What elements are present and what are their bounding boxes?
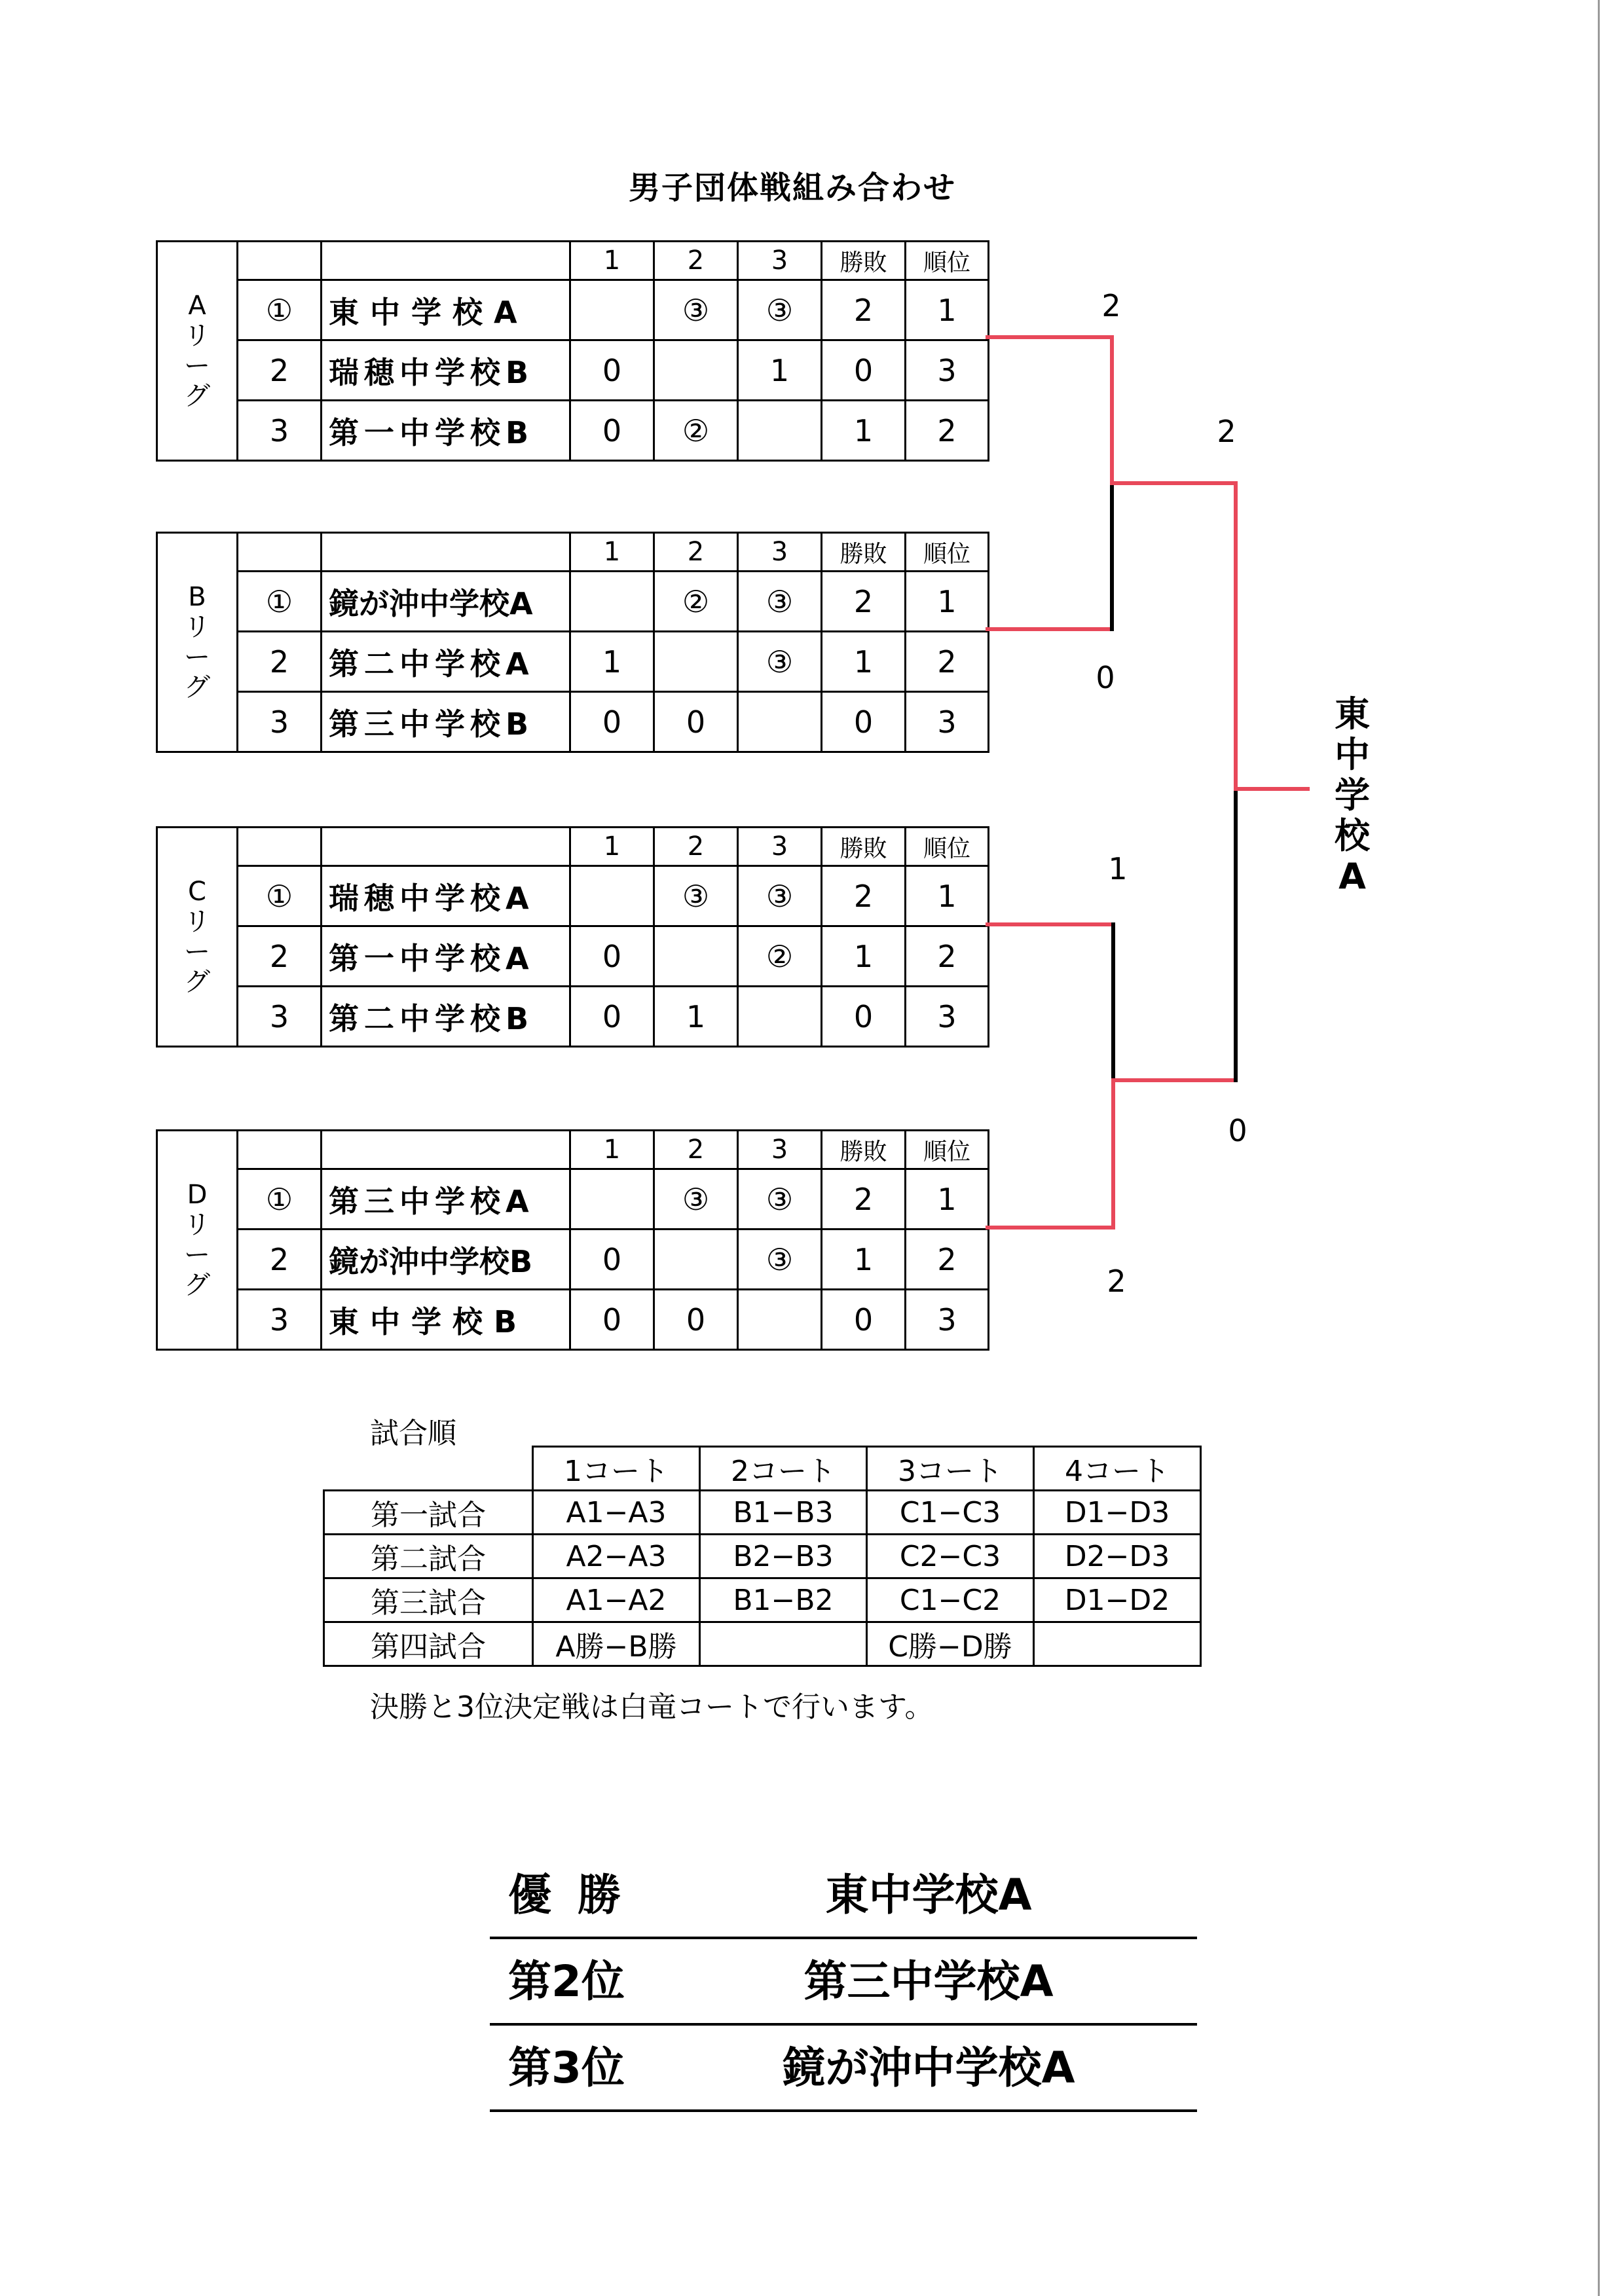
- win-loss: 2: [822, 572, 906, 632]
- self-match-cell: [570, 280, 654, 340]
- column-header: 3: [738, 1131, 822, 1169]
- match-cell: D1−D3: [1034, 1491, 1201, 1535]
- win-loss: 1: [822, 1230, 906, 1290]
- column-header: 順位: [906, 242, 989, 280]
- seed-number: ①: [238, 866, 322, 926]
- column-header: 順位: [906, 533, 989, 572]
- header-blank: [322, 533, 570, 572]
- school-name: 鏡が沖中学校A: [322, 572, 570, 632]
- league-row: [157, 692, 989, 752]
- league-header-row: [157, 1131, 989, 1169]
- league-name-char: ー: [184, 642, 210, 672]
- seed-number: 2: [238, 632, 322, 692]
- league-row: [157, 1230, 989, 1290]
- school-name: 第一中学校A: [322, 926, 570, 987]
- league-row: [157, 280, 989, 340]
- match-result: 0: [570, 692, 654, 752]
- match-round: 第二試合: [324, 1535, 533, 1578]
- match-result: ③: [738, 866, 822, 926]
- league-name-char: グ: [184, 967, 210, 997]
- match-result: 1: [570, 632, 654, 692]
- column-header: 2: [654, 828, 738, 866]
- match-result: ②: [738, 926, 822, 987]
- match-result: ③: [738, 280, 822, 340]
- match-cell: A勝−B勝: [533, 1622, 700, 1666]
- column-header: 3: [738, 828, 822, 866]
- rank: 1: [906, 280, 989, 340]
- page-title: 男子団体戦組み合わせ: [628, 170, 956, 206]
- league-name-char: C: [188, 877, 206, 907]
- league-name-char: グ: [184, 1270, 210, 1300]
- league-name: [157, 533, 238, 752]
- bracket-score-a: 2: [1101, 288, 1121, 323]
- match-result: 0: [654, 692, 738, 752]
- match-result: ②: [654, 572, 738, 632]
- league-header-row: [157, 242, 989, 280]
- self-match-cell: [654, 926, 738, 987]
- column-header: 順位: [906, 1131, 989, 1169]
- rank: 3: [906, 1290, 989, 1350]
- rank: 2: [906, 926, 989, 987]
- seed-number: ①: [238, 280, 322, 340]
- schedule-row: [324, 1491, 1201, 1535]
- schedule-label: 試合順: [370, 1417, 456, 1450]
- bracket-score-final-bottom: 0: [1228, 1113, 1247, 1148]
- league-name-char: B: [188, 582, 206, 612]
- column-header: 3: [738, 533, 822, 572]
- column-header: 2: [654, 242, 738, 280]
- school-name: 第三中学校A: [322, 1169, 570, 1230]
- champion-char: 校: [1335, 815, 1370, 857]
- result-place: 第2位: [508, 1956, 625, 2007]
- league-name-char: A: [188, 291, 206, 321]
- school-name: 第三中学校B: [322, 692, 570, 752]
- column-header: 1: [570, 533, 654, 572]
- match-round: 第四試合: [324, 1622, 533, 1666]
- league-name-char: リ: [184, 1210, 210, 1240]
- self-match-cell: [570, 866, 654, 926]
- court-header: 2コート: [700, 1447, 867, 1491]
- seed-number: 2: [238, 926, 322, 987]
- match-cell: D1−D2: [1034, 1578, 1201, 1622]
- league-name-char: リ: [184, 321, 210, 351]
- league-b-table: [156, 532, 987, 753]
- column-header: 2: [654, 1131, 738, 1169]
- league-row: [157, 1169, 989, 1230]
- schedule-row: [324, 1535, 1201, 1578]
- schedule-table: [323, 1446, 1202, 1667]
- champion-char: A: [1338, 856, 1366, 898]
- school-name: 東中学校A: [322, 280, 570, 340]
- match-cell: B1−B2: [700, 1578, 867, 1622]
- champion-char: 学: [1335, 774, 1370, 816]
- league-row: [157, 926, 989, 987]
- league-name: [157, 242, 238, 461]
- league-row: [157, 632, 989, 692]
- school-name: 瑞穂中学校A: [322, 866, 570, 926]
- match-cell: C1−C3: [867, 1491, 1034, 1535]
- league-header-row: [157, 828, 989, 866]
- win-loss: 1: [822, 632, 906, 692]
- rank: 1: [906, 1169, 989, 1230]
- column-header: 2: [654, 533, 738, 572]
- champion-vertical-label: [1329, 694, 1375, 897]
- match-cell: D2−D3: [1034, 1535, 1201, 1578]
- match-cell: C勝−D勝: [867, 1622, 1034, 1666]
- win-loss: 0: [822, 1290, 906, 1350]
- seed-number: 2: [238, 1230, 322, 1290]
- match-result: 1: [654, 987, 738, 1047]
- champion-char: 東: [1335, 693, 1370, 735]
- header-blank: [238, 828, 322, 866]
- school-name: 第二中学校A: [322, 632, 570, 692]
- league-c-table: [156, 826, 987, 1048]
- match-result: 0: [570, 401, 654, 461]
- league-row: [157, 866, 989, 926]
- match-round: 第三試合: [324, 1578, 533, 1622]
- header-blank: [238, 242, 322, 280]
- column-header: 順位: [906, 828, 989, 866]
- court-header: 4コート: [1034, 1447, 1201, 1491]
- champion-char: 中: [1335, 734, 1370, 776]
- court-header: 1コート: [533, 1447, 700, 1491]
- result-row-2nd: [490, 1939, 1197, 2026]
- win-loss: 1: [822, 401, 906, 461]
- league-name-char: ー: [184, 1240, 210, 1270]
- match-result: ③: [738, 632, 822, 692]
- column-header: 1: [570, 242, 654, 280]
- header-blank: [322, 1131, 570, 1169]
- self-match-cell: [738, 401, 822, 461]
- league-header-row: [157, 533, 989, 572]
- bracket-score-d: 2: [1107, 1264, 1126, 1299]
- rank: 1: [906, 572, 989, 632]
- column-header: 1: [570, 828, 654, 866]
- seed-number: ①: [238, 1169, 322, 1230]
- league-name-char: ー: [184, 351, 210, 381]
- header-blank: [322, 242, 570, 280]
- win-loss: 0: [822, 987, 906, 1047]
- school-name: 鏡が沖中学校B: [322, 1230, 570, 1290]
- column-header: 勝敗: [822, 242, 906, 280]
- venue-note: 決勝と3位決定戦は白竜コートで行います。: [370, 1690, 934, 1724]
- school-name: 東中学校B: [322, 1290, 570, 1350]
- match-cell: A2−A3: [533, 1535, 700, 1578]
- league-name: [157, 828, 238, 1047]
- column-header: 1: [570, 1131, 654, 1169]
- school-name: 第二中学校B: [322, 987, 570, 1047]
- win-loss: 2: [822, 1169, 906, 1230]
- seed-number: 3: [238, 987, 322, 1047]
- column-header: 3: [738, 242, 822, 280]
- self-match-cell: [738, 987, 822, 1047]
- self-match-cell: [738, 692, 822, 752]
- result-team: 鏡が沖中学校A: [782, 2043, 1075, 2093]
- rank: 3: [906, 340, 989, 401]
- rank: 3: [906, 692, 989, 752]
- win-loss: 1: [822, 926, 906, 987]
- win-loss: 0: [822, 692, 906, 752]
- match-result: 0: [570, 1230, 654, 1290]
- rank: 3: [906, 987, 989, 1047]
- match-result: ③: [654, 1169, 738, 1230]
- result-team: 第三中学校A: [803, 1956, 1054, 2007]
- column-header: 勝敗: [822, 1131, 906, 1169]
- match-cell: A1−A3: [533, 1491, 700, 1535]
- header-blank: [238, 1131, 322, 1169]
- schedule-header-row: [324, 1447, 1201, 1491]
- result-place: 第3位: [508, 2043, 625, 2093]
- league-name-char: リ: [184, 612, 210, 642]
- bracket-score-final-top: 2: [1217, 414, 1236, 449]
- self-match-cell: [570, 1169, 654, 1230]
- league-row: [157, 572, 989, 632]
- result-row-1st: [490, 1853, 1197, 1939]
- match-cell: [1034, 1622, 1201, 1666]
- final-results: [490, 1853, 1197, 2112]
- league-name-char: D: [187, 1180, 208, 1210]
- header-blank: [238, 533, 322, 572]
- bracket-score-c: 1: [1108, 851, 1128, 886]
- league-row: [157, 1290, 989, 1350]
- match-round: 第一試合: [324, 1491, 533, 1535]
- win-loss: 0: [822, 340, 906, 401]
- league-name-char: グ: [184, 381, 210, 411]
- column-header: 勝敗: [822, 533, 906, 572]
- match-cell: [700, 1622, 867, 1666]
- result-place: 優勝: [508, 1870, 647, 1920]
- match-result: 1: [738, 340, 822, 401]
- seed-number: 3: [238, 1290, 322, 1350]
- rank: 2: [906, 401, 989, 461]
- seed-number: 3: [238, 692, 322, 752]
- result-team: 東中学校A: [825, 1870, 1032, 1920]
- league-row: [157, 987, 989, 1047]
- schedule-corner: [324, 1447, 533, 1491]
- self-match-cell: [654, 340, 738, 401]
- match-result: ②: [654, 401, 738, 461]
- match-result: ③: [654, 866, 738, 926]
- match-cell: B2−B3: [700, 1535, 867, 1578]
- seed-number: ①: [238, 572, 322, 632]
- match-result: 0: [570, 926, 654, 987]
- league-name-char: ー: [184, 937, 210, 967]
- rank: 1: [906, 866, 989, 926]
- league-row: [157, 340, 989, 401]
- match-cell: B1−B3: [700, 1491, 867, 1535]
- rank: 2: [906, 1230, 989, 1290]
- header-blank: [322, 828, 570, 866]
- schedule-row: [324, 1622, 1201, 1666]
- school-name: 瑞穂中学校B: [322, 340, 570, 401]
- match-result: 0: [570, 987, 654, 1047]
- result-row-3rd: [490, 2026, 1197, 2112]
- league-name: [157, 1131, 238, 1350]
- league-name-char: グ: [184, 672, 210, 702]
- seed-number: 3: [238, 401, 322, 461]
- rank: 2: [906, 632, 989, 692]
- bracket-score-b: 0: [1096, 660, 1115, 695]
- match-result: ③: [738, 1230, 822, 1290]
- match-result: 0: [570, 340, 654, 401]
- league-name-char: リ: [184, 907, 210, 937]
- league-row: [157, 401, 989, 461]
- match-cell: C2−C3: [867, 1535, 1034, 1578]
- column-header: 勝敗: [822, 828, 906, 866]
- self-match-cell: [570, 572, 654, 632]
- league-d-table: [156, 1129, 987, 1351]
- match-result: 0: [570, 1290, 654, 1350]
- win-loss: 2: [822, 866, 906, 926]
- match-result: ③: [654, 280, 738, 340]
- match-result: ③: [738, 572, 822, 632]
- seed-number: 2: [238, 340, 322, 401]
- match-cell: A1−A2: [533, 1578, 700, 1622]
- match-result: 0: [654, 1290, 738, 1350]
- page-edge-line: [1598, 0, 1600, 2296]
- self-match-cell: [654, 1230, 738, 1290]
- self-match-cell: [654, 632, 738, 692]
- court-header: 3コート: [867, 1447, 1034, 1491]
- match-result: ③: [738, 1169, 822, 1230]
- match-cell: C1−C2: [867, 1578, 1034, 1622]
- league-a-table: [156, 240, 987, 462]
- schedule-row: [324, 1578, 1201, 1622]
- self-match-cell: [738, 1290, 822, 1350]
- win-loss: 2: [822, 280, 906, 340]
- school-name: 第一中学校B: [322, 401, 570, 461]
